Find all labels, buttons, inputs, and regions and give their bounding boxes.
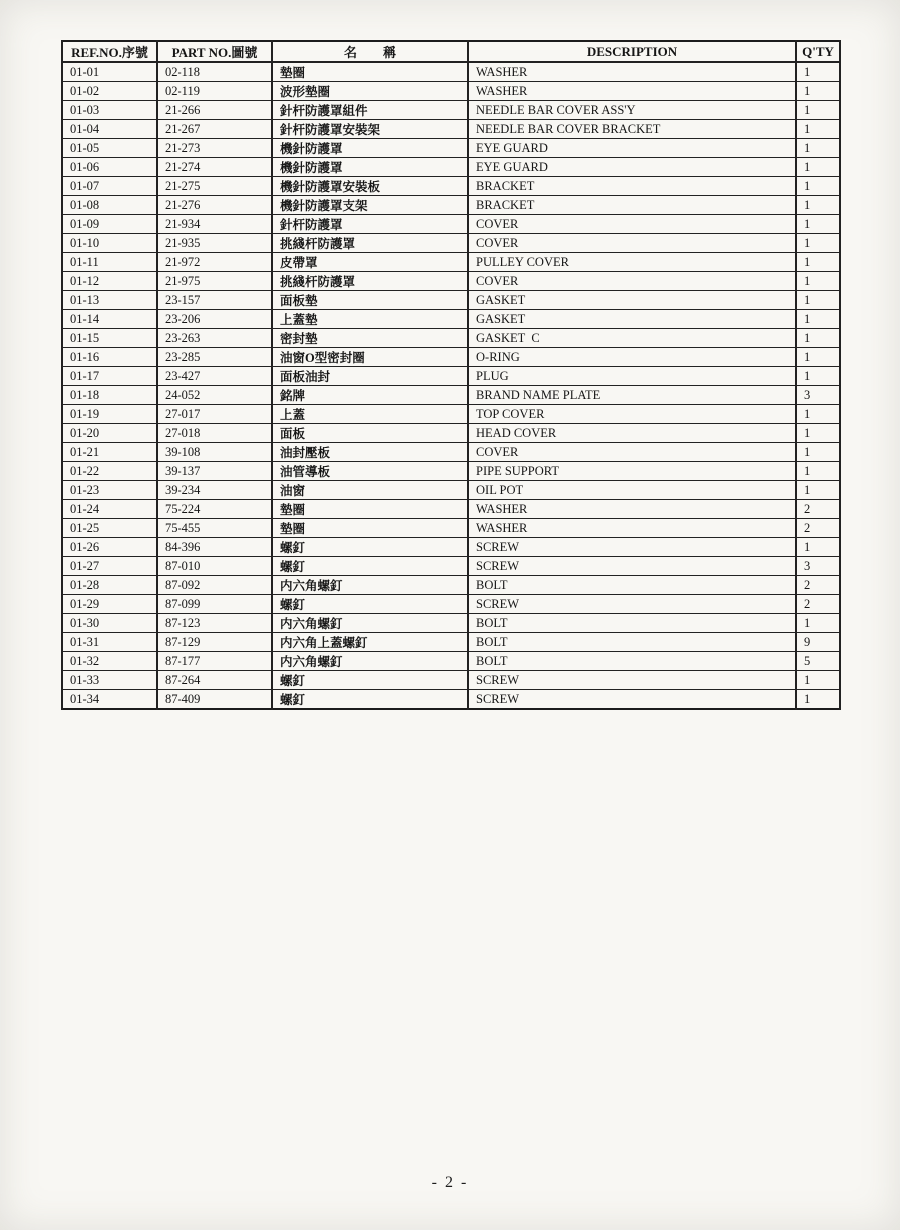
cell-part: 84-396 [157, 538, 272, 557]
cell-part: 21-274 [157, 158, 272, 177]
cell-qty: 1 [796, 82, 840, 101]
cell-qty: 5 [796, 652, 840, 671]
cell-qty: 3 [796, 557, 840, 576]
cell-part: 21-276 [157, 196, 272, 215]
cell-qty: 1 [796, 215, 840, 234]
table-row [62, 253, 840, 272]
cell-ref: 01-30 [62, 614, 157, 633]
cell-description: SCREW [468, 690, 796, 710]
cell-description: EYE GUARD [468, 158, 796, 177]
table-row [62, 310, 840, 329]
cell-ref: 01-29 [62, 595, 157, 614]
cell-part: 23-263 [157, 329, 272, 348]
cell-part: 23-285 [157, 348, 272, 367]
cell-qty: 1 [796, 101, 840, 120]
cell-part: 87-099 [157, 595, 272, 614]
cell-ref: 01-10 [62, 234, 157, 253]
cell-ref: 01-27 [62, 557, 157, 576]
table-row [62, 196, 840, 215]
cell-part: 39-137 [157, 462, 272, 481]
cell-part: 21-934 [157, 215, 272, 234]
cell-description: O-RING [468, 348, 796, 367]
cell-name: 上蓋 [272, 405, 468, 424]
table-row [62, 82, 840, 101]
cell-description: OIL POT [468, 481, 796, 500]
cell-part: 75-455 [157, 519, 272, 538]
page-number: - 2 - [431, 1174, 469, 1191]
cell-ref: 01-18 [62, 386, 157, 405]
cell-qty: 1 [796, 62, 840, 82]
cell-description: GASKET C [468, 329, 796, 348]
cell-ref: 01-22 [62, 462, 157, 481]
cell-part: 23-157 [157, 291, 272, 310]
table-row [62, 443, 840, 462]
cell-part: 87-129 [157, 633, 272, 652]
cell-description: NEEDLE BAR COVER ASS'Y [468, 101, 796, 120]
cell-description: BRAND NAME PLATE [468, 386, 796, 405]
cell-name: 上蓋墊 [272, 310, 468, 329]
cell-qty: 1 [796, 310, 840, 329]
cell-description: COVER [468, 234, 796, 253]
table-row [62, 120, 840, 139]
table-row [62, 576, 840, 595]
cell-description: TOP COVER [468, 405, 796, 424]
cell-name: 内六角螺釘 [272, 614, 468, 633]
cell-ref: 01-25 [62, 519, 157, 538]
parts-table [61, 40, 841, 710]
cell-description: HEAD COVER [468, 424, 796, 443]
cell-name: 螺釘 [272, 557, 468, 576]
cell-ref: 01-07 [62, 177, 157, 196]
cell-name: 機針防護罩支架 [272, 196, 468, 215]
cell-qty: 1 [796, 272, 840, 291]
cell-qty: 1 [796, 234, 840, 253]
cell-name: 面板 [272, 424, 468, 443]
column-header-description: DESCRIPTION [468, 41, 796, 62]
table-row [62, 272, 840, 291]
cell-ref: 01-08 [62, 196, 157, 215]
cell-ref: 01-11 [62, 253, 157, 272]
cell-description: WASHER [468, 500, 796, 519]
cell-name: 油窗 [272, 481, 468, 500]
cell-description: BOLT [468, 614, 796, 633]
cell-ref: 01-21 [62, 443, 157, 462]
cell-ref: 01-06 [62, 158, 157, 177]
table-row [62, 348, 840, 367]
cell-ref: 01-13 [62, 291, 157, 310]
cell-description: PULLEY COVER [468, 253, 796, 272]
cell-description: BOLT [468, 576, 796, 595]
cell-ref: 01-34 [62, 690, 157, 710]
cell-qty: 2 [796, 500, 840, 519]
table-row [62, 500, 840, 519]
cell-name: 機針防護罩 [272, 158, 468, 177]
cell-description: BOLT [468, 633, 796, 652]
table-row [62, 652, 840, 671]
cell-name: 皮帶罩 [272, 253, 468, 272]
cell-description: PIPE SUPPORT [468, 462, 796, 481]
cell-ref: 01-02 [62, 82, 157, 101]
cell-description: GASKET [468, 310, 796, 329]
cell-qty: 9 [796, 633, 840, 652]
cell-part: 21-267 [157, 120, 272, 139]
cell-name: 油管導板 [272, 462, 468, 481]
cell-description: NEEDLE BAR COVER BRACKET [468, 120, 796, 139]
table-row [62, 62, 840, 82]
cell-part: 21-935 [157, 234, 272, 253]
cell-description: SCREW [468, 557, 796, 576]
cell-ref: 01-33 [62, 671, 157, 690]
parts-table-header [62, 41, 840, 62]
cell-ref: 01-15 [62, 329, 157, 348]
header-row [62, 41, 840, 62]
cell-name: 墊圈 [272, 500, 468, 519]
column-header-name: 名 稱 [272, 41, 468, 62]
cell-description: PLUG [468, 367, 796, 386]
cell-qty: 1 [796, 405, 840, 424]
cell-part: 21-972 [157, 253, 272, 272]
cell-name: 螺釘 [272, 595, 468, 614]
cell-qty: 1 [796, 481, 840, 500]
cell-part: 23-206 [157, 310, 272, 329]
cell-name: 油窗O型密封圈 [272, 348, 468, 367]
column-header-ref-no: REF.NO.序號 [62, 41, 157, 62]
cell-part: 87-123 [157, 614, 272, 633]
cell-ref: 01-28 [62, 576, 157, 595]
cell-part: 02-118 [157, 62, 272, 82]
cell-description: BRACKET [468, 196, 796, 215]
cell-description: SCREW [468, 595, 796, 614]
table-row [62, 291, 840, 310]
table-row [62, 215, 840, 234]
cell-name: 針杆防護罩 [272, 215, 468, 234]
cell-ref: 01-24 [62, 500, 157, 519]
cell-part: 39-234 [157, 481, 272, 500]
cell-part: 87-010 [157, 557, 272, 576]
cell-qty: 2 [796, 595, 840, 614]
cell-qty: 1 [796, 196, 840, 215]
cell-ref: 01-04 [62, 120, 157, 139]
cell-part: 27-017 [157, 405, 272, 424]
cell-qty: 1 [796, 424, 840, 443]
cell-name: 機針防護罩安裝板 [272, 177, 468, 196]
cell-ref: 01-19 [62, 405, 157, 424]
table-row [62, 614, 840, 633]
cell-name: 面板墊 [272, 291, 468, 310]
cell-ref: 01-14 [62, 310, 157, 329]
cell-qty: 1 [796, 329, 840, 348]
table-row [62, 519, 840, 538]
table-row [62, 462, 840, 481]
table-row [62, 424, 840, 443]
cell-part: 21-273 [157, 139, 272, 158]
column-header-qty: Q'TY [796, 41, 840, 62]
cell-qty: 1 [796, 177, 840, 196]
cell-name: 銘牌 [272, 386, 468, 405]
cell-qty: 1 [796, 158, 840, 177]
cell-name: 墊圈 [272, 519, 468, 538]
cell-qty: 1 [796, 462, 840, 481]
table-row [62, 595, 840, 614]
cell-part: 87-092 [157, 576, 272, 595]
cell-name: 内六角螺釘 [272, 652, 468, 671]
table-row [62, 177, 840, 196]
cell-ref: 01-01 [62, 62, 157, 82]
cell-description: WASHER [468, 62, 796, 82]
cell-description: WASHER [468, 82, 796, 101]
cell-ref: 01-31 [62, 633, 157, 652]
cell-part: 23-427 [157, 367, 272, 386]
table-row [62, 671, 840, 690]
cell-description: WASHER [468, 519, 796, 538]
table-row [62, 367, 840, 386]
cell-qty: 1 [796, 671, 840, 690]
cell-description: COVER [468, 215, 796, 234]
cell-part: 75-224 [157, 500, 272, 519]
cell-part: 21-275 [157, 177, 272, 196]
cell-part: 87-264 [157, 671, 272, 690]
cell-ref: 01-32 [62, 652, 157, 671]
cell-name: 挑綫杆防護罩 [272, 234, 468, 253]
cell-name: 螺釘 [272, 538, 468, 557]
cell-name: 墊圈 [272, 62, 468, 82]
cell-part: 21-975 [157, 272, 272, 291]
cell-name: 機針防護罩 [272, 139, 468, 158]
cell-name: 螺釘 [272, 690, 468, 710]
cell-qty: 1 [796, 253, 840, 272]
table-row [62, 557, 840, 576]
cell-ref: 01-17 [62, 367, 157, 386]
table-row [62, 139, 840, 158]
parts-table-body [62, 62, 840, 709]
cell-description: BOLT [468, 652, 796, 671]
cell-qty: 1 [796, 690, 840, 710]
cell-qty: 3 [796, 386, 840, 405]
cell-name: 針杆防護罩安裝架 [272, 120, 468, 139]
cell-description: EYE GUARD [468, 139, 796, 158]
cell-qty: 2 [796, 576, 840, 595]
cell-ref: 01-20 [62, 424, 157, 443]
cell-ref: 01-16 [62, 348, 157, 367]
cell-qty: 1 [796, 443, 840, 462]
cell-ref: 01-23 [62, 481, 157, 500]
cell-qty: 1 [796, 348, 840, 367]
table-row [62, 234, 840, 253]
cell-qty: 1 [796, 367, 840, 386]
cell-ref: 01-12 [62, 272, 157, 291]
cell-ref: 01-05 [62, 139, 157, 158]
cell-ref: 01-03 [62, 101, 157, 120]
cell-description: GASKET [468, 291, 796, 310]
cell-qty: 1 [796, 538, 840, 557]
cell-qty: 1 [796, 139, 840, 158]
cell-qty: 1 [796, 291, 840, 310]
cell-name: 油封壓板 [272, 443, 468, 462]
cell-name: 針杆防護罩組件 [272, 101, 468, 120]
cell-part: 21-266 [157, 101, 272, 120]
column-header-part-no: PART NO.圖號 [157, 41, 272, 62]
cell-part: 87-177 [157, 652, 272, 671]
cell-description: SCREW [468, 671, 796, 690]
table-row [62, 158, 840, 177]
cell-description: BRACKET [468, 177, 796, 196]
cell-qty: 1 [796, 120, 840, 139]
cell-name: 内六角螺釘 [272, 576, 468, 595]
cell-ref: 01-26 [62, 538, 157, 557]
cell-part: 39-108 [157, 443, 272, 462]
cell-part: 24-052 [157, 386, 272, 405]
cell-qty: 1 [796, 614, 840, 633]
table-row [62, 481, 840, 500]
table-row [62, 538, 840, 557]
cell-name: 面板油封 [272, 367, 468, 386]
cell-qty: 2 [796, 519, 840, 538]
cell-part: 02-119 [157, 82, 272, 101]
cell-name: 螺釘 [272, 671, 468, 690]
cell-description: SCREW [468, 538, 796, 557]
table-row [62, 386, 840, 405]
table-row [62, 329, 840, 348]
cell-name: 挑綫杆防護罩 [272, 272, 468, 291]
table-row [62, 101, 840, 120]
cell-name: 内六角上蓋螺釘 [272, 633, 468, 652]
cell-description: COVER [468, 272, 796, 291]
cell-description: COVER [468, 443, 796, 462]
cell-name: 密封墊 [272, 329, 468, 348]
cell-name: 波形墊圈 [272, 82, 468, 101]
table-row [62, 633, 840, 652]
table-row [62, 405, 840, 424]
cell-ref: 01-09 [62, 215, 157, 234]
cell-part: 87-409 [157, 690, 272, 710]
table-row [62, 690, 840, 710]
cell-part: 27-018 [157, 424, 272, 443]
